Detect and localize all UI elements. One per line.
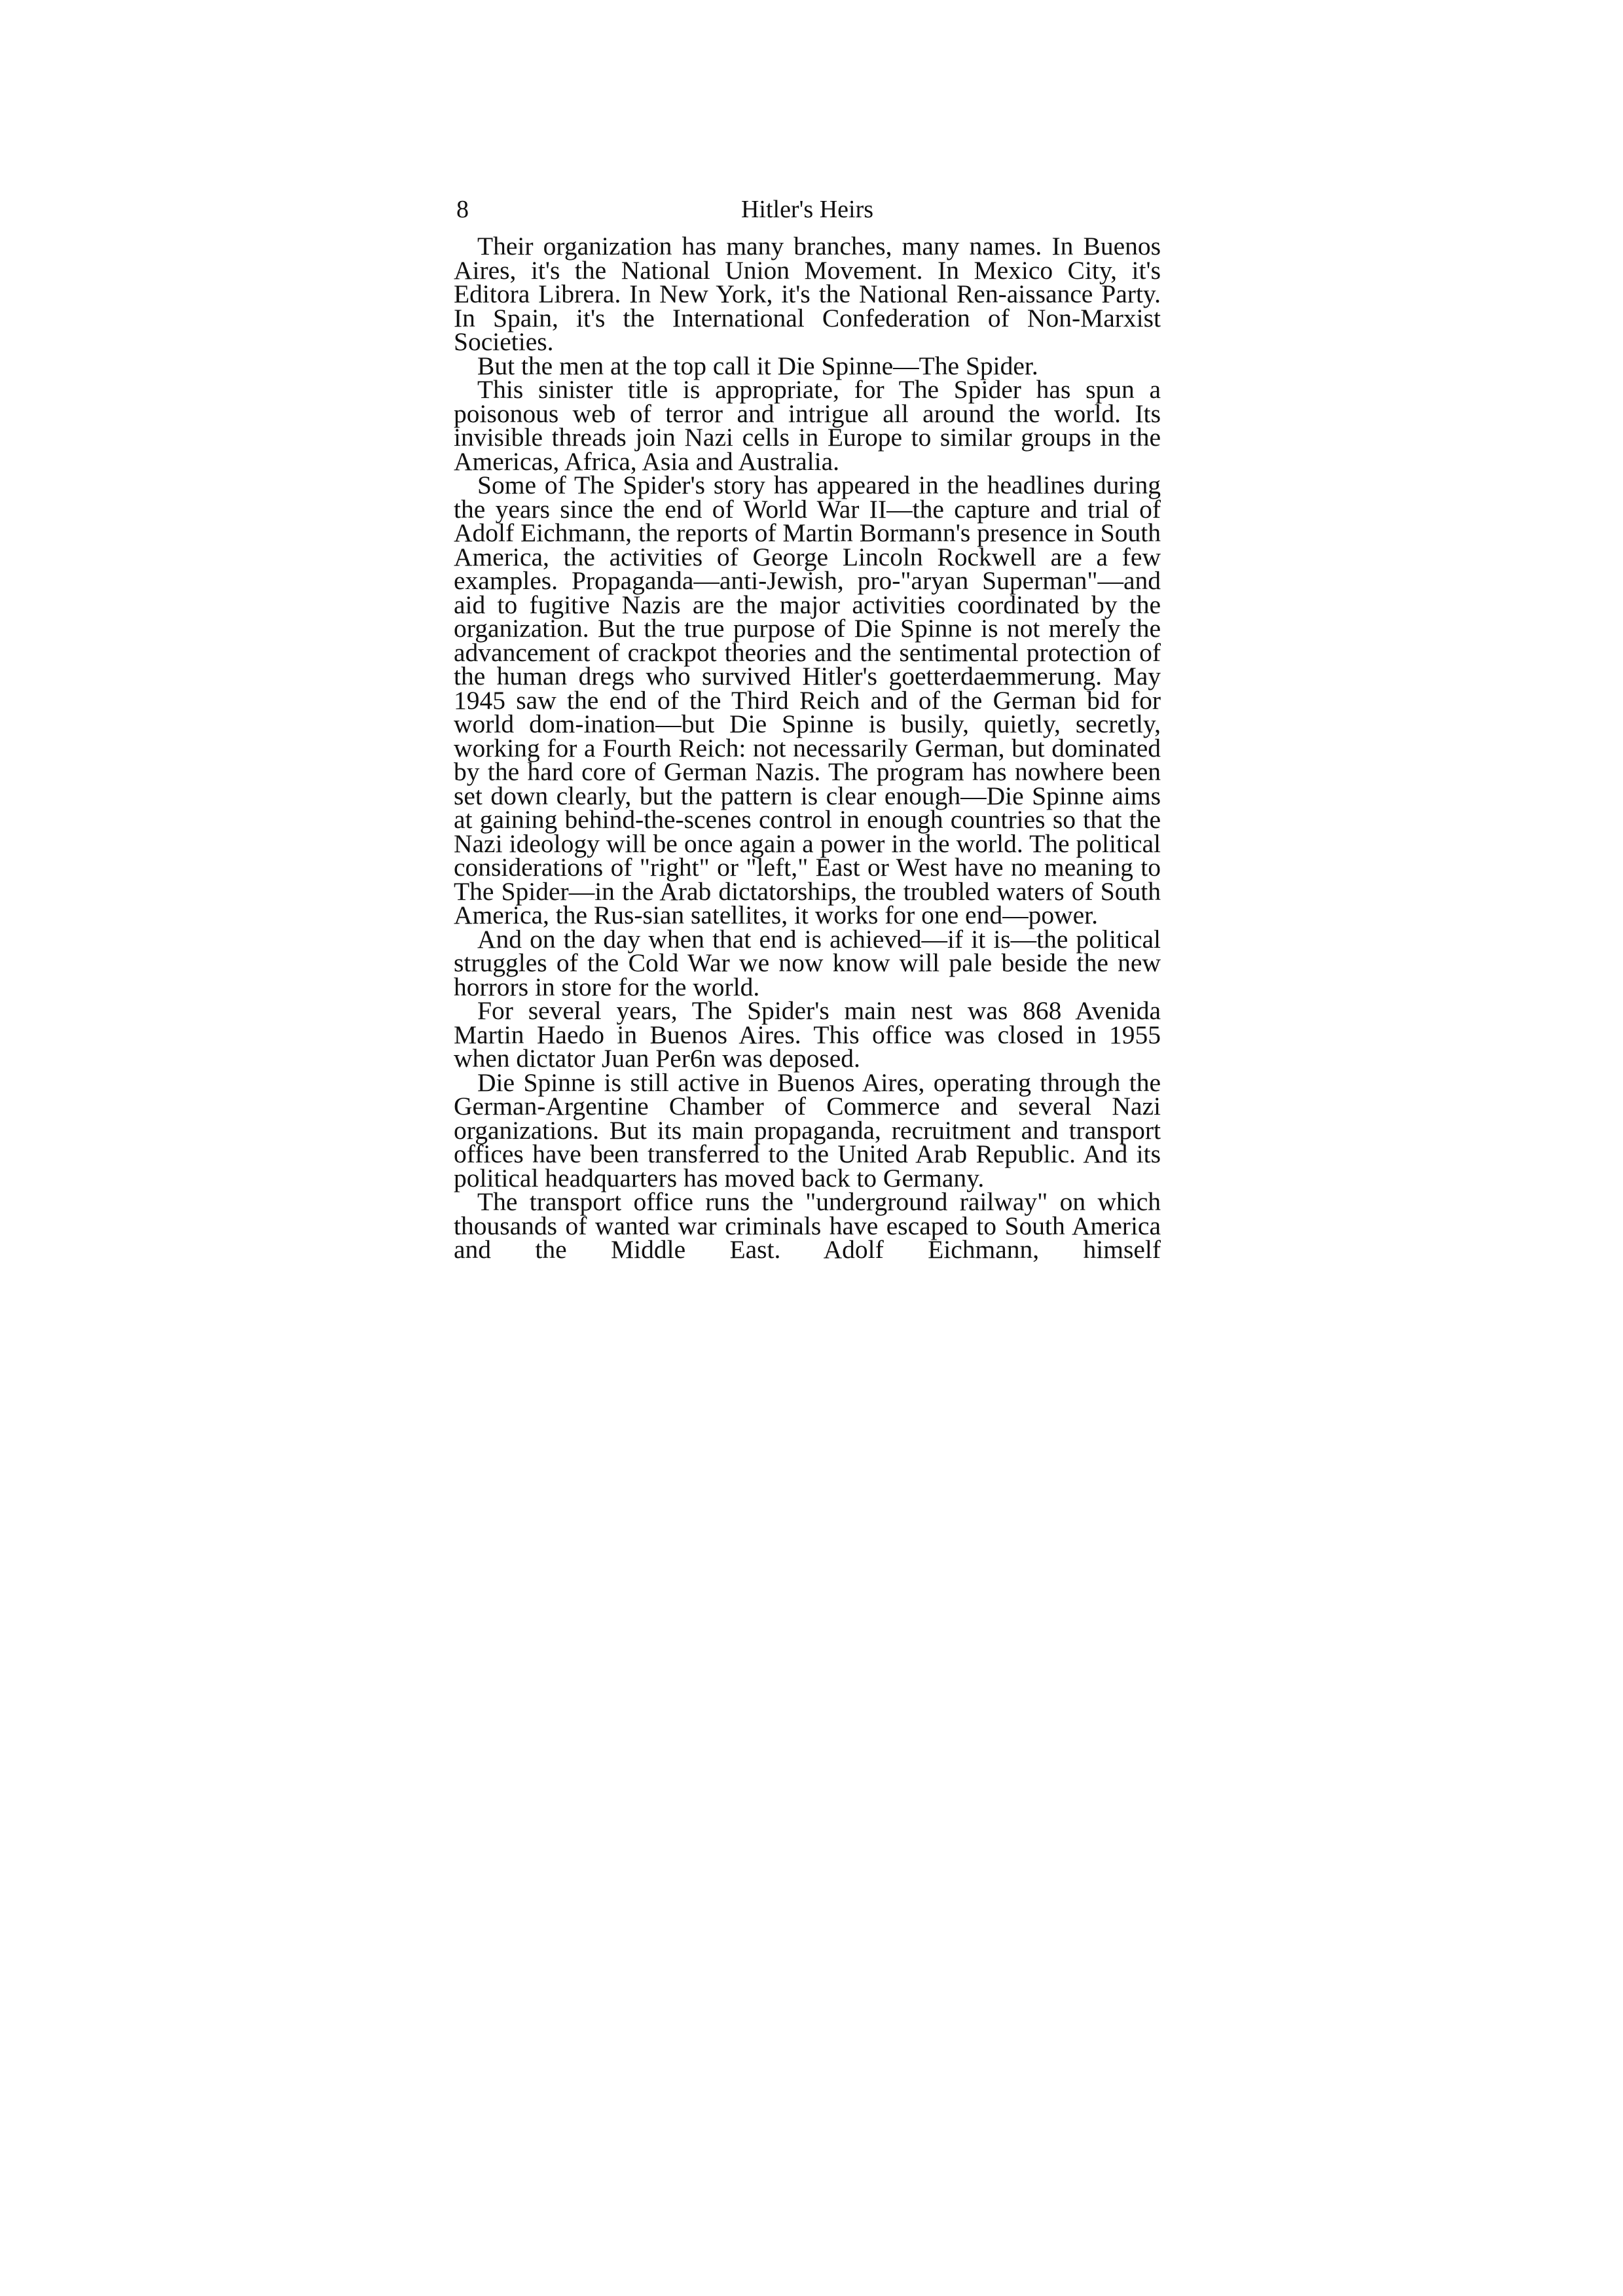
paragraph: The transport office runs the "underground railway" on which thousands of wanted war criminals have escaped to South America and the Middle East. Adolf Eichmann, himself [454, 1187, 1161, 1264]
body-text [454, 234, 1161, 1262]
paragraph: For several years, The Spider's main nest was 868 Avenida Martin Haedo in Buenos Aires. This office was closed in 1955 when dictator Juan Per6n was deposed. [454, 996, 1161, 1073]
paragraph: Some of The Spider's story has appeared in the headlines during the years since the end of World War II—the capture and trial of Adolf Eichmann, the reports of Martin Bormann's presence in South America, the activities of George Lincoln Rockwell are a few examples. Propaganda—anti-Jewish, pro-"aryan Superman"—and aid to fugitive Nazis are the major activities coordinated by the organization. But the true purpose of Die Spinne is not merely the advancement of crackpot theories and the sentimental protection of the human dregs who survived Hitler's goetterdaemmerung. May 1945 saw the end of the Third Reich and of the German bid for world dom-ination—but Die Spinne is busily, quietly, secretly, working for a Fourth Reich: not necessarily German, but dominated by the hard core of German Nazis. The program has nowhere been set down clearly, but the pattern is clear enough—Die Spinne aims at gaining behind-the-scenes control in enough countries so that the Nazi ideology will be once again a power in the world. The political considerations of "right" or "left," East or West have no meaning to The Spider—in the Arab dictatorships, the troubled waters of South America, the Rus-sian satellites, it works for one end—power. [454, 471, 1161, 929]
paragraph: But the men at the top call it Die Spinne—The Spider. [477, 351, 1038, 380]
page-text-block [454, 195, 1161, 1262]
paragraph: Die Spinne is still active in Buenos Aires, operating through the German-Argentine Chamber of Commerce and several Nazi organizations. But its main propaganda, recruitment and transport offices have been transferred to the United Arab Republic. And its political headquarters has moved back to Germany. [454, 1067, 1161, 1193]
running-head [454, 195, 1161, 224]
page-number: 8 [456, 196, 469, 223]
paragraph: And on the day when that end is achieved—if it is—the political struggles of the Cold War we now know will pale beside the new horrors in store for the world. [454, 924, 1161, 1001]
book-title: Hitler's Heirs [740, 196, 874, 223]
paragraph: This sinister title is appropriate, for The Spider has spun a poisonous web of terror and intrigue all around the world. Its invisible threads join Nazi cells in Europe to similar groups in the Americas, Africa, Asia and Australia. [454, 375, 1161, 476]
paragraph: Their organization has many branches, many names. In Buenos Aires, it's the National Union Movement. In Mexico City, it's Editora Librera. In New York, it's the National Ren-aissance Party. In Spain, it's the International Confederation of Non-Marxist Societies. [454, 232, 1161, 356]
